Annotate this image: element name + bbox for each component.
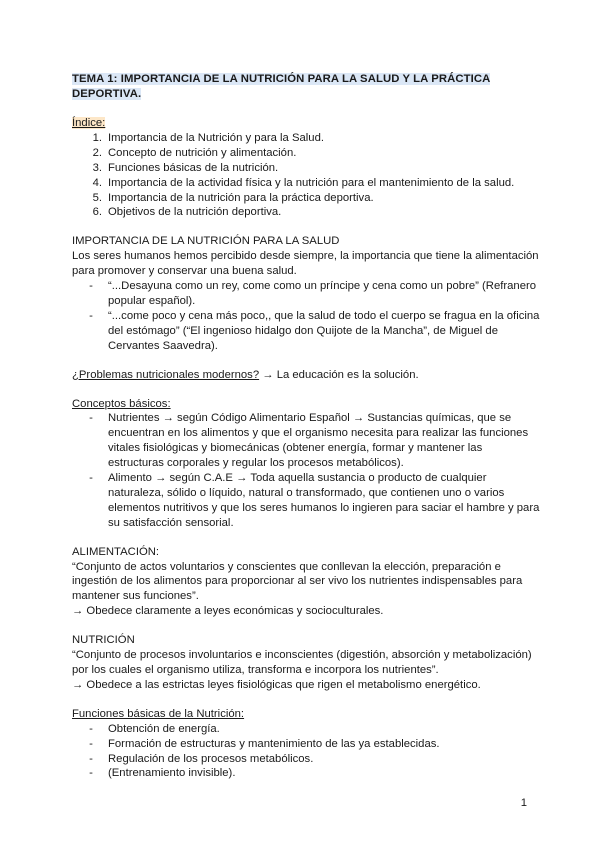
funciones-list (72, 722, 540, 782)
quote-text: “...Desayuna como un rey, come como un príncipe y cena como un pobre” (Refranero popular español). (108, 280, 537, 307)
index-item (72, 161, 540, 176)
funcion-text: Formación de estructuras y mantenimiento de las ya establecidas. (108, 737, 440, 750)
index-item-text: Funciones básicas de la nutrición. (108, 161, 279, 174)
conceptos-section (72, 397, 540, 531)
title-line-2: DEPORTIVA. (72, 88, 142, 100)
index-item (72, 205, 540, 220)
concepto-item: - Nutrientes → según Código Alimentario Español → Sustancias químicas, que se encuentran en los alimentos y que el organismo necesita para realizar las funciones vitales fisiológicas y biomecánicas (obtener energía, formar y mantener las estructuras corporales y regular los procesos metabólicos). (72, 411, 540, 471)
concepto-text: Nutrientes → según Código Alimentario Español → Sustancias químicas, que se encuentran en los alimentos y que el organismo necesita para realizar las funciones vitales fisiológicas y biomecánicas (obtener energía, formar y mantener las estructuras corporales y regular los procesos metabólicos). (108, 412, 529, 470)
quote-item: - “...come poco y cena más poco,, que la salud de todo el cuerpo se fragua en la oficina del estómago” (“El ingenioso hidalgo don Quijote de la Mancha”, de Miguel de Cervantes Saavedra). (89, 309, 540, 352)
index-item-text: Importancia de la Nutrición y para la Salud. (108, 131, 325, 144)
funcion-text: (Entrenamiento invisible). (108, 767, 236, 780)
problemas-line (72, 368, 540, 383)
nutricion-heading: NUTRICIÓN (72, 634, 135, 647)
funcion-item: - Obtención de energía. (72, 722, 540, 737)
index-item-number: 4. (92, 176, 102, 189)
funcion-item: - Regulación de los procesos metabólicos. (72, 752, 540, 767)
index-item-text: Objetivos de la nutrición deportiva. (108, 206, 282, 219)
importancia-heading: IMPORTANCIA DE LA NUTRICIÓN PARA LA SALUD (72, 235, 340, 248)
problemas-answer: → La educación es la solución. (259, 368, 419, 381)
quotes-list (72, 279, 540, 354)
index-item-text: Importancia de la actividad física y la nutrición para el mantenimiento de la salud. (108, 176, 515, 189)
title-line-1: TEMA 1: IMPORTANCIA DE LA NUTRICIÓN PARA LA SALUD Y LA PRÁCTICA (72, 73, 491, 85)
index-item-number: 6. (92, 206, 102, 219)
document-title (72, 72, 540, 102)
problemas-question: ¿Problemas nutricionales modernos? (72, 368, 260, 381)
index-item-number: 5. (92, 191, 102, 204)
concepto-text: Alimento → según C.A.E → Toda aquella sustancia o producto de cualquier naturaleza, sólido o líquido, natural o transformado, que contienen uno o varios elementos nutritivos y que los seres humanos lo ingieren para saciar el hambre y para su satisfacción sensorial. (108, 472, 540, 529)
index-item (72, 176, 540, 191)
quote-item: - “...Desayuna como un rey, come como un príncipe y cena como un pobre” (Refranero popular español). (72, 279, 540, 309)
index-item (72, 146, 540, 161)
index-item-number: 1. (92, 131, 102, 144)
index-heading: Índice: (72, 117, 106, 129)
funcion-item: - Formación de estructuras y mantenimiento de las ya establecidas. (72, 737, 540, 752)
quote-text: “...come poco y cena más poco,, que la salud de todo el cuerpo se fragua en la oficina del estómago” (“El ingenioso hidalgo don Quijote de la Mancha”, de Miguel de Cervantes Saavedra). (108, 309, 540, 352)
alimentacion-note: → Obedece claramente a leyes económicas y socioculturales. (72, 605, 384, 618)
alimentacion-heading: ALIMENTACIÓN: (72, 545, 160, 558)
index-item-text: Importancia de la nutrición para la práctica deportiva. (108, 191, 374, 204)
nutricion-section (72, 633, 540, 693)
index-item (72, 131, 540, 146)
importancia-section (72, 234, 540, 353)
index-section (72, 116, 540, 220)
index-item-number: 3. (92, 161, 102, 174)
index-list (72, 131, 540, 220)
page-number: 1 (520, 797, 527, 809)
nutricion-definition: “Conjunto de procesos involuntarios e inconscientes (digestión, absorción y metabolización) por los cuales el organismo utiliza, transforma e incorpora los nutrientes”. (72, 649, 532, 676)
alimentacion-section (72, 545, 540, 620)
conceptos-heading: Conceptos básicos: (72, 397, 171, 410)
funciones-heading: Funciones básicas de la Nutrición: (72, 707, 245, 720)
funcion-item: - (Entrenamiento invisible). (72, 766, 540, 781)
alimentacion-definition: “Conjunto de actos voluntarios y conscientes que conllevan la elección, preparación e ingestión de los alimentos para proporcionar al ser vivo los nutrientes indispensables para mantener sus funciones”. (72, 560, 523, 603)
conceptos-list (72, 411, 540, 530)
index-item (72, 191, 540, 206)
importancia-paragraph: Los seres humanos hemos percibido desde siempre, la importancia que tiene la alimentación para promover y conservar una buena salud. (72, 250, 539, 278)
funcion-text: Regulación de los procesos metabólicos. (108, 752, 314, 765)
index-item-number: 2. (92, 146, 102, 159)
funcion-text: Obtención de energía. (108, 722, 220, 735)
index-item-text: Concepto de nutrición y alimentación. (108, 146, 297, 159)
concepto-item: - Alimento → según C.A.E → Toda aquella sustancia o producto de cualquier naturaleza, sólido o líquido, natural o transformado, que contienen uno o varios elementos nutritivos y que los seres humanos lo ingieren para saciar el hambre y para su satisfacción sensorial. (89, 472, 540, 529)
nutricion-note: → Obedece a las estrictas leyes fisiológicas que rigen el metabolismo energético. (72, 678, 481, 691)
funciones-section (72, 707, 540, 782)
